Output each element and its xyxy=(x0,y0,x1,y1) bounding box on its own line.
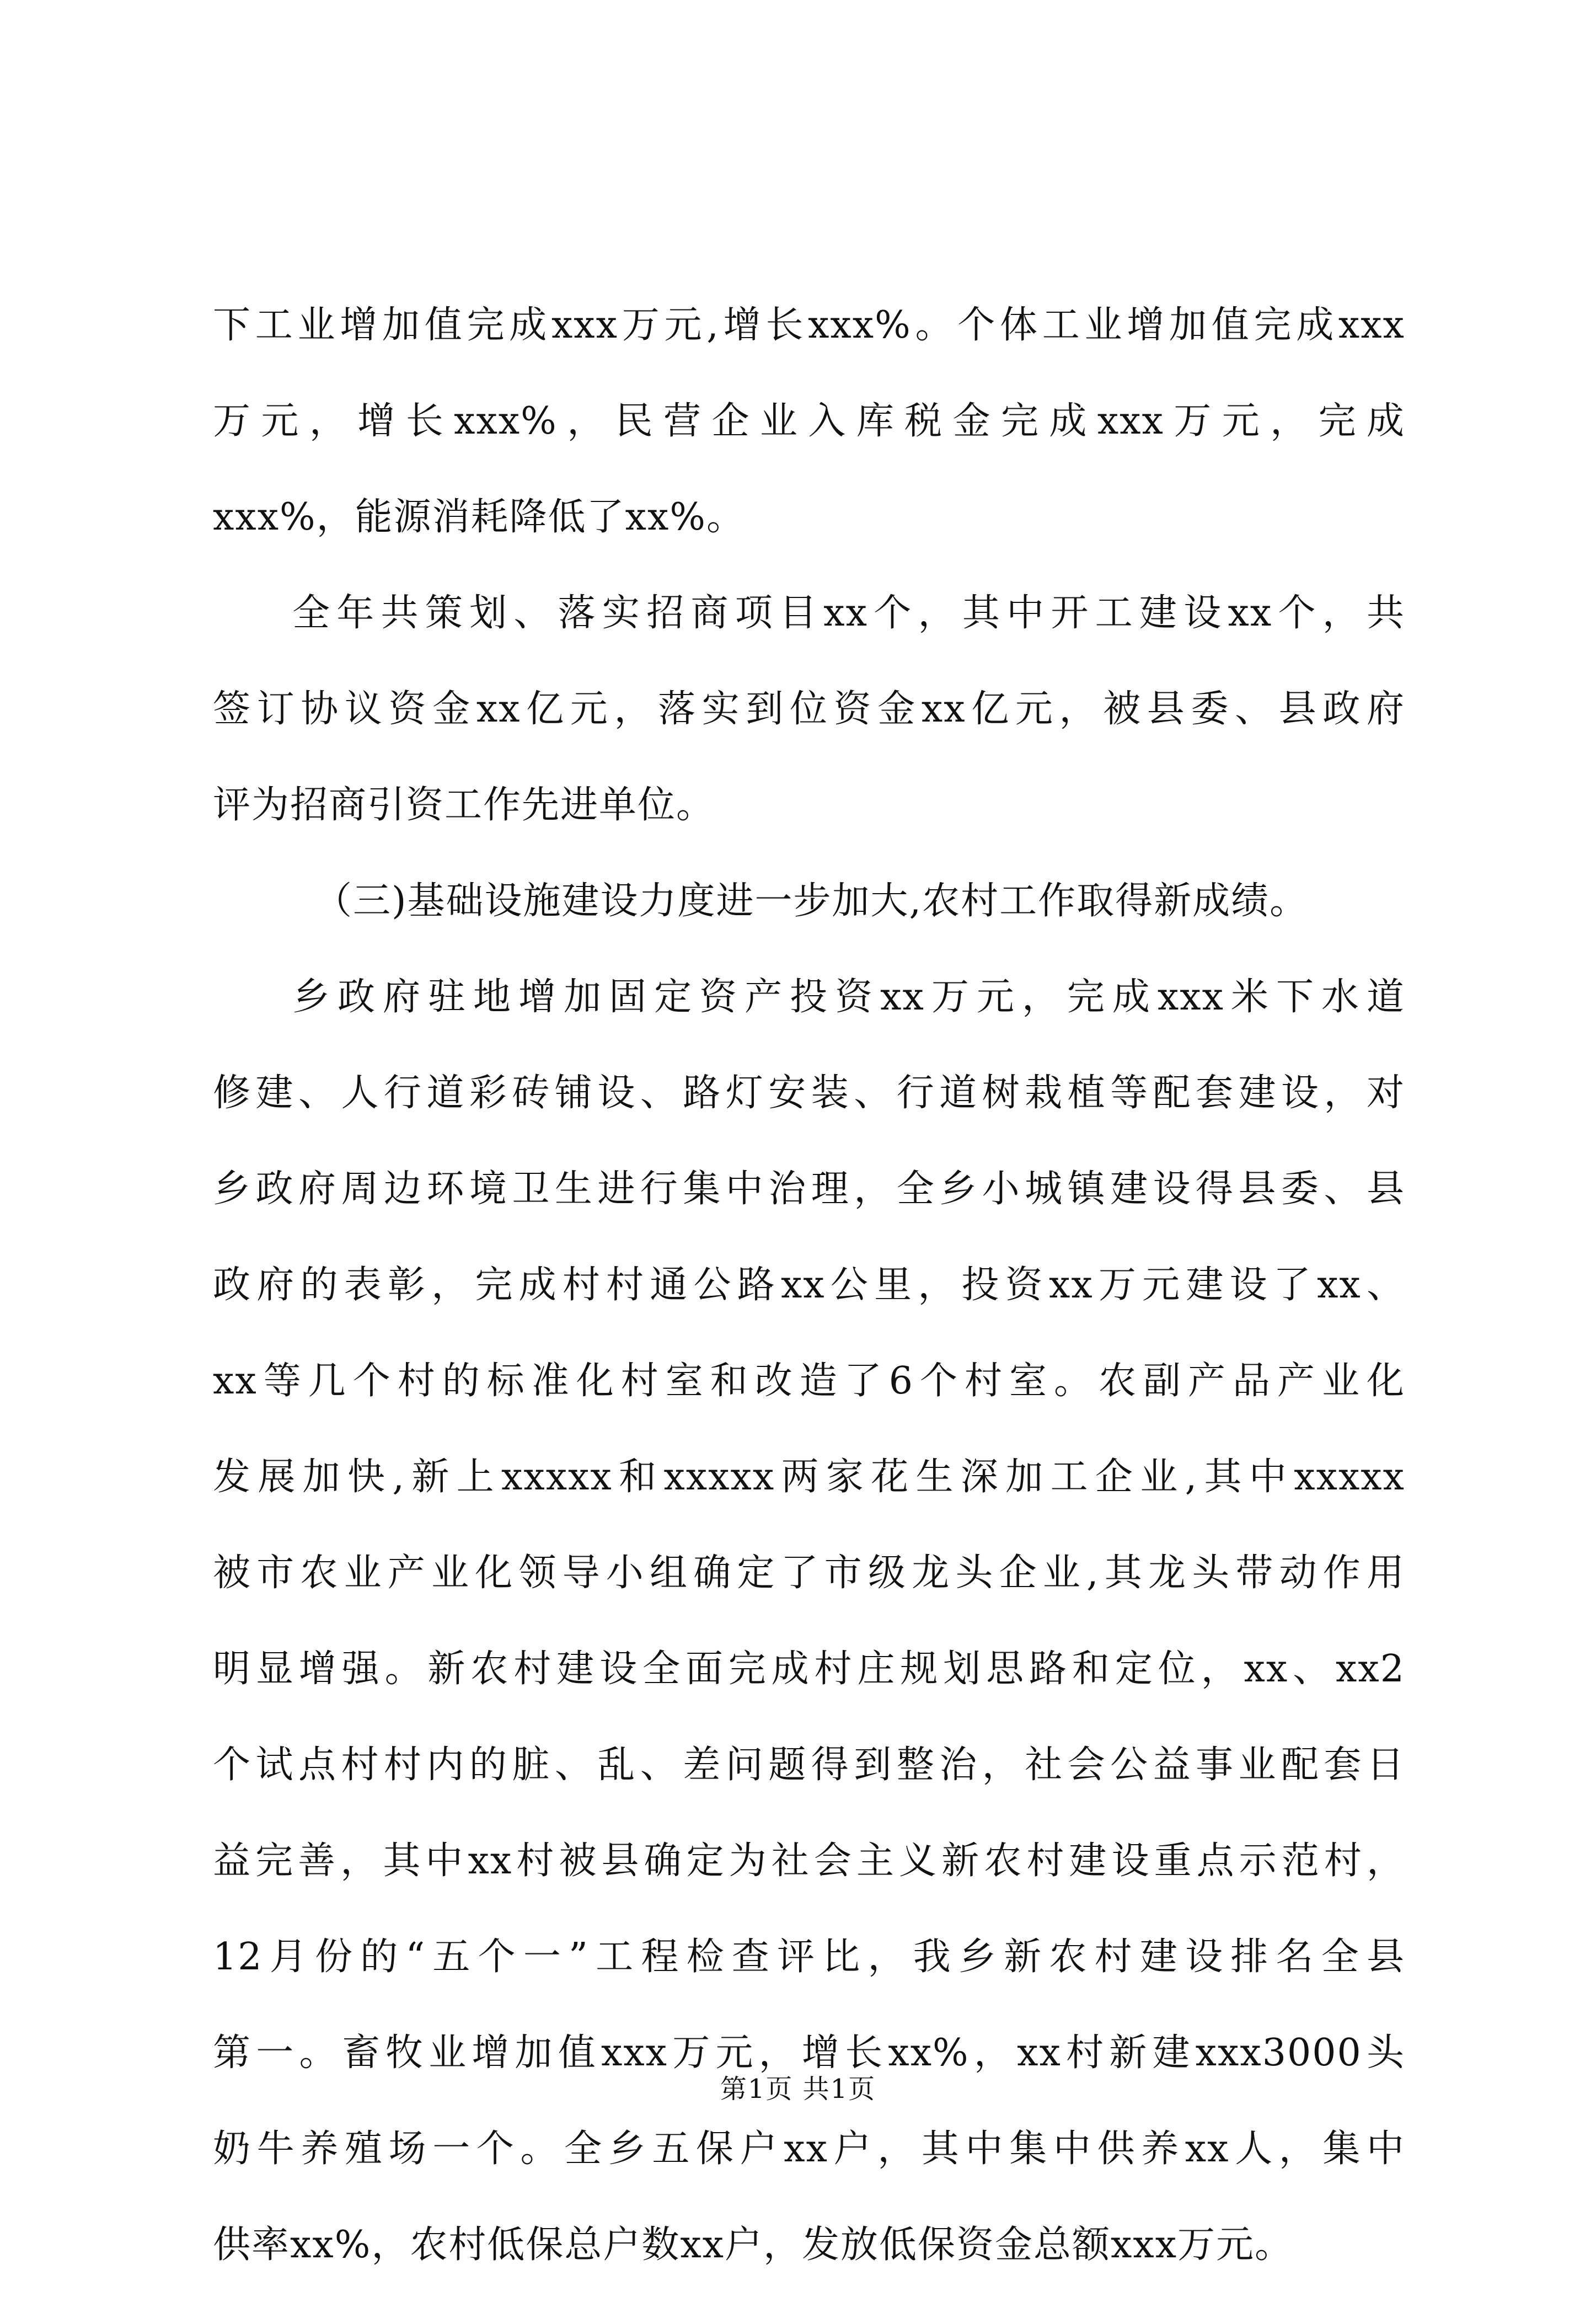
paragraph-first-line: 全年共策划、落实招商项目xx个，其中开工建设xx个，共 xyxy=(292,591,1405,635)
text-line: 万元，增长xxx%，民营企业入库税金完成xxx万元，完成 xyxy=(213,399,1405,443)
text-line: 12月份的“五个一”工程检查评比，我乡新农村建设排名全县 xyxy=(213,1935,1405,1979)
text-line: 修建、人行道彩砖铺设、路灯安装、行道树栽植等配套建设，对 xyxy=(213,1071,1405,1115)
text-line: 下工业增加值完成xxx万元,增长xxx%。个体工业增加值完成xxx xyxy=(213,303,1405,347)
paragraph-first-line: 乡政府驻地增加固定资产投资xx万元，完成xxx米下水道 xyxy=(292,975,1405,1019)
text-line: 供率xx%，农村低保总户数xx户，发放低保资金总额xxx万元。 xyxy=(213,2223,1294,2267)
text-line: xxx%，能源消耗降低了xx%。 xyxy=(213,495,745,539)
text-line: 益完善，其中xx村被县确定为社会主义新农村建设重点示范村， xyxy=(213,1839,1405,1883)
text-line: 发展加快,新上xxxxx和xxxxx两家花生深加工企业,其中xxxxx xyxy=(213,1455,1405,1499)
text-line: 被市农业产业化领导小组确定了市级龙头企业,其龙头带动作用 xyxy=(213,1551,1405,1595)
text-line: 奶牛养殖场一个。全乡五保户xx户，其中集中供养xx人，集中 xyxy=(213,2127,1405,2171)
section-heading: （三)基础设施建设力度进一步加大,农村工作取得新成绩。 xyxy=(314,879,1309,923)
text-line: 签订协议资金xx亿元，落实到位资金xx亿元，被县委、县政府 xyxy=(213,687,1405,731)
text-line: 评为招商引资工作先进单位。 xyxy=(213,783,715,827)
page-number-footer: 第1页 共1页 xyxy=(720,2074,876,2105)
document-body xyxy=(213,302,1405,2318)
text-line: 个试点村村内的脏、乱、差问题得到整治，社会公益事业配套日 xyxy=(213,1743,1405,1787)
text-line: 明显增强。新农村建设全面完成村庄规划思路和定位，xx、xx2 xyxy=(213,1647,1405,1691)
text-line: 第一。畜牧业增加值xxx万元，增长xx%，xx村新建xxx3000头 xyxy=(213,2031,1405,2075)
text-line: 乡政府周边环境卫生进行集中治理，全乡小城镇建设得县委、县 xyxy=(213,1167,1405,1211)
text-line: xx等几个村的标准化村室和改造了6个村室。农副产品产业化 xyxy=(213,1359,1405,1403)
text-line: 政府的表彰，完成村村通公路xx公里，投资xx万元建设了xx、 xyxy=(213,1263,1405,1307)
